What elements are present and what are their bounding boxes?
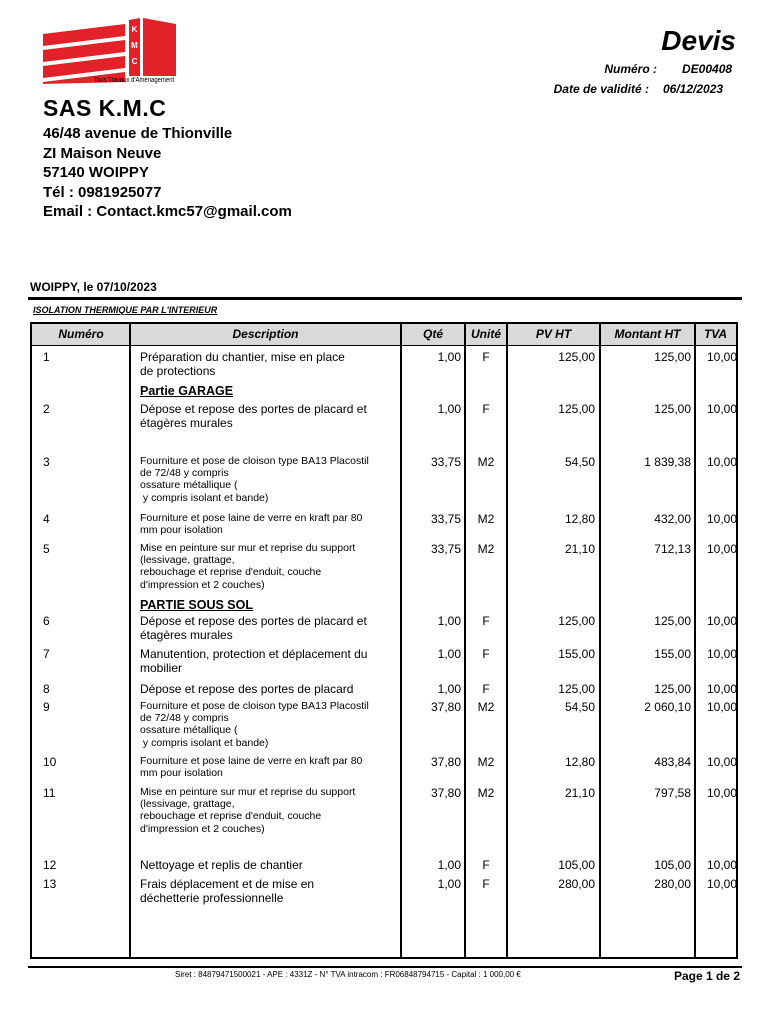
row-description (140, 682, 353, 696)
company-address-line2: ZI Maison Neuve (43, 144, 162, 162)
row-description-line: Mise en peinture sur mur et reprise du support (140, 542, 356, 554)
row-quantity: 33,75 (430, 455, 461, 469)
row-unit-price: 155,00 (558, 647, 595, 661)
company-phone: Tél : 0981925077 (43, 183, 162, 201)
row-amount: 432,00 (654, 512, 691, 526)
logo-tagline: Tous Travaux d'Aménagement (94, 77, 175, 84)
row-quantity: 1,00 (437, 877, 461, 891)
row-description (140, 877, 314, 905)
section-title: ISOLATION THERMIQUE PAR L'INTERIEUR (33, 305, 218, 315)
row-unit: F (482, 877, 490, 891)
row-description (140, 786, 355, 835)
validity-date-label: Date de validité : (553, 82, 649, 96)
row-unit: F (482, 402, 490, 416)
row-unit: M2 (477, 700, 495, 714)
row-description (140, 402, 367, 430)
row-description-line: Fourniture et pose laine de verre en kraft par 80 (140, 755, 363, 767)
row-unit-price: 125,00 (558, 614, 595, 628)
col-divider (129, 324, 131, 957)
row-vat: 10,00 (706, 700, 737, 714)
row-unit: M2 (477, 786, 495, 800)
company-address-line1: 46/48 avenue de Thionville (43, 125, 233, 142)
row-description (140, 755, 362, 779)
row-unit: M2 (477, 542, 495, 556)
row-unit-price: 54,50 (564, 455, 595, 469)
row-number: 8 (43, 682, 50, 696)
quote-number-label: Numéro : (604, 62, 657, 76)
row-number: 9 (43, 700, 50, 714)
row-number: 1 (43, 350, 50, 364)
row-unit-price: 12,80 (564, 512, 595, 526)
row-amount: 125,00 (654, 682, 691, 696)
row-description (140, 858, 303, 872)
row-amount: 125,00 (654, 614, 691, 628)
row-description (140, 350, 345, 378)
row-unit: F (482, 614, 490, 628)
row-vat: 10,00 (706, 455, 737, 469)
row-number: 11 (43, 786, 56, 800)
row-quantity: 1,00 (437, 614, 461, 628)
row-unit-price: 21,10 (564, 542, 595, 556)
row-vat: 10,00 (706, 614, 737, 628)
col-divider (400, 324, 402, 957)
row-unit: F (482, 350, 490, 364)
row-vat: 10,00 (706, 877, 737, 891)
row-description-line: Nettoyage et replis de chantier (140, 858, 303, 872)
row-unit-price: 21,10 (564, 786, 595, 800)
row-unit: F (482, 858, 490, 872)
row-description-line: Fourniture et pose laine de verre en kraft par 80 (140, 512, 363, 524)
row-vat: 10,00 (706, 858, 737, 872)
row-number: 12 (43, 858, 57, 872)
quote-table (30, 322, 738, 959)
row-description-line: d'impression et 2 couches) (140, 822, 265, 835)
row-description-line: rebouchage et reprise d'enduit, couche (140, 566, 322, 579)
row-quantity: 33,75 (430, 512, 461, 526)
row-vat: 10,00 (706, 542, 737, 556)
row-unit-price: 125,00 (558, 402, 595, 416)
row-number: 6 (43, 614, 50, 628)
row-description (140, 614, 367, 642)
row-amount: 712,13 (654, 542, 691, 556)
row-description (140, 647, 367, 675)
company-name: SAS K.M.C (43, 95, 167, 121)
row-amount: 1 839,38 (644, 455, 691, 469)
company-city: 57140 WOIPPY (43, 164, 149, 182)
row-description (140, 455, 369, 504)
row-description-line: étagères murales (140, 416, 233, 430)
row-unit: M2 (477, 512, 495, 526)
col-header-numero: Numéro (58, 327, 104, 341)
row-description-line: d'impression et 2 couches) (140, 578, 265, 591)
row-description-line: Dépose et repose des portes de placard et (140, 614, 367, 628)
col-header-unite: Unité (471, 327, 501, 341)
row-quantity: 1,00 (437, 350, 461, 364)
logo-letter-c: C (131, 57, 138, 66)
col-header-tva: TVA (703, 327, 728, 341)
row-description-line: Dépose et repose des portes de placard et (140, 402, 367, 416)
row-number: 4 (43, 512, 50, 526)
quote-number: DE00408 (682, 62, 733, 76)
row-quantity: 1,00 (437, 858, 461, 872)
row-description-line: mm pour isolation (140, 767, 223, 780)
row-description-line: ossature métallique ( (140, 479, 238, 492)
place-date: WOIPPY, le 07/10/2023 (30, 280, 157, 294)
company-logo (40, 16, 180, 96)
row-description-line: Mise en peinture sur mur et reprise du support (140, 786, 356, 798)
row-vat: 10,00 (706, 755, 737, 769)
row-unit-price: 12,80 (564, 755, 595, 769)
row-vat: 10,00 (706, 350, 737, 364)
row-number: 7 (43, 647, 50, 661)
row-amount: 105,00 (654, 858, 691, 872)
row-unit: F (482, 647, 490, 661)
row-description-line: de 72/48 y compris (140, 712, 229, 725)
row-amount: 280,00 (654, 877, 691, 891)
row-vat: 10,00 (706, 402, 737, 416)
col-header-description: Description (232, 327, 299, 341)
row-amount: 2 060,10 (644, 700, 691, 714)
row-description (140, 512, 362, 536)
company-address-block (43, 124, 292, 222)
row-description-line: y compris isolant et bande) (140, 736, 269, 749)
row-number: 2 (43, 402, 50, 416)
row-description-line: de protections (140, 364, 216, 378)
row-description-line: déchetterie professionnelle (140, 891, 284, 905)
row-quantity: 1,00 (437, 647, 461, 661)
row-vat: 10,00 (706, 786, 737, 800)
row-unit-price: 125,00 (558, 682, 595, 696)
subhead-garage: Partie GARAGE (140, 384, 234, 398)
row-quantity: 37,80 (430, 700, 461, 714)
row-number: 3 (43, 455, 50, 469)
divider-top (28, 297, 742, 300)
row-description-line: étagères murales (140, 628, 233, 642)
col-header-qte: Qté (422, 327, 443, 341)
row-amount: 125,00 (654, 350, 691, 364)
row-description (140, 542, 355, 591)
row-description-line: Préparation du chantier, mise en place (140, 350, 345, 364)
row-amount: 797,58 (654, 786, 691, 800)
col-divider (464, 324, 466, 957)
row-description-line: Dépose et repose des portes de placard (140, 682, 354, 696)
row-vat: 10,00 (706, 647, 737, 661)
page-number: Page 1 de 2 (673, 969, 740, 983)
row-vat: 10,00 (706, 682, 737, 696)
row-description-line: Manutention, protection et déplacement du (140, 647, 368, 661)
validity-date: 06/12/2023 (663, 82, 724, 96)
row-quantity: 37,80 (430, 755, 461, 769)
col-header-pvht: PV HT (535, 327, 572, 341)
logo-letter-k: K (131, 25, 138, 34)
row-description-line: Fourniture et pose de cloison type BA13 Placostil (140, 700, 369, 712)
col-divider (599, 324, 601, 957)
row-description-line: Fourniture et pose de cloison type BA13 Placostil (140, 455, 369, 467)
row-description-line: mobilier (140, 661, 183, 675)
row-description-line: (lessivage, grattage, (140, 798, 235, 811)
row-unit-price: 54,50 (564, 700, 595, 714)
row-number: 13 (43, 877, 57, 891)
row-quantity: 37,80 (430, 786, 461, 800)
row-unit-price: 125,00 (558, 350, 595, 364)
table-header (32, 324, 736, 346)
row-amount: 125,00 (654, 402, 691, 416)
row-number: 10 (43, 755, 57, 769)
row-unit: M2 (477, 755, 495, 769)
row-unit: M2 (477, 455, 495, 469)
row-description-line: rebouchage et reprise d'enduit, couche (140, 810, 322, 823)
row-description-line: y compris isolant et bande) (140, 491, 269, 504)
document-title: Devis (661, 25, 736, 56)
row-description (140, 700, 369, 749)
row-description-line: ossature métallique ( (140, 724, 238, 737)
row-unit-price: 105,00 (558, 858, 595, 872)
row-quantity: 1,00 (437, 682, 461, 696)
row-amount: 483,84 (654, 755, 691, 769)
row-description-line: (lessivage, grattage, (140, 554, 235, 567)
footer-legal-info: Siret : 84879471500021 - APE : 4331Z - N° TVA intracom : FR06848794715 - Capital : 1 000,00 € (175, 970, 521, 979)
row-quantity: 33,75 (430, 542, 461, 556)
row-unit-price: 280,00 (558, 877, 595, 891)
row-number: 5 (43, 542, 50, 556)
col-divider (506, 324, 508, 957)
logo-letter-m: M (131, 41, 138, 50)
subhead-soussol: PARTIE SOUS SOL (140, 598, 253, 612)
row-description-line: mm pour isolation (140, 524, 223, 537)
company-email: Email : Contact.kmc57@gmail.com (43, 203, 292, 221)
row-unit: F (482, 682, 490, 696)
row-vat: 10,00 (706, 512, 737, 526)
row-description-line: Frais déplacement et de mise en (140, 877, 315, 891)
row-amount: 155,00 (654, 647, 691, 661)
kmc-logo-graphic (40, 16, 180, 96)
divider-bottom (28, 966, 742, 968)
col-header-montant: Montant HT (614, 327, 681, 341)
row-quantity: 1,00 (437, 402, 461, 416)
row-description-line: de 72/48 y compris (140, 467, 229, 480)
